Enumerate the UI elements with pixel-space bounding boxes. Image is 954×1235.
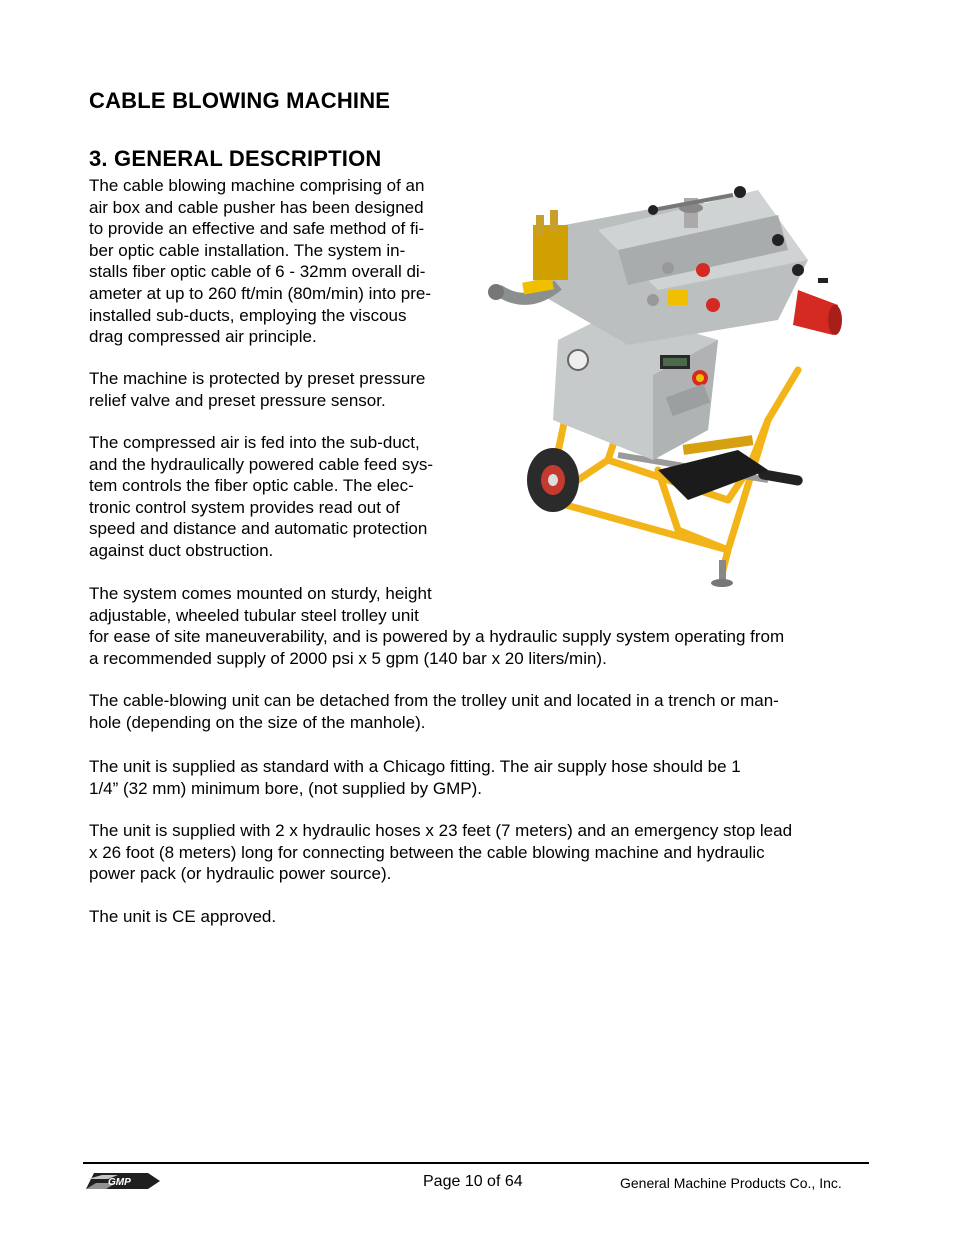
footer-rule (83, 1162, 869, 1164)
air-paragraph (89, 432, 433, 562)
fitting-paragraph (89, 756, 741, 799)
text-line: for ease of site maneuverability, and is powered by a hydraulic supply system operating from (89, 627, 785, 647)
text-line: installed sub-ducts, employing the viscous (89, 305, 407, 325)
document-title: CABLE BLOWING MACHINE (89, 88, 391, 113)
gmp-logo-text: GMP (108, 1177, 131, 1188)
text-line: ber optic cable installation. The system in- (89, 240, 406, 260)
text-line: to provide an effective and safe method of fi- (89, 219, 425, 239)
text-line: The unit is CE approved. (89, 907, 277, 926)
text-line: The system comes mounted on sturdy, height (89, 584, 432, 603)
text-line: relief valve and preset pressure sensor. (89, 390, 386, 410)
text-line: against duct obstruction. (89, 540, 274, 560)
intro-paragraph (89, 175, 431, 348)
cable-blowing-machine-photo (478, 170, 870, 606)
text-line: hole (depending on the size of the manhole). (89, 712, 426, 732)
text-line: speed and distance and automatic protection (89, 519, 428, 539)
ce-paragraph (89, 906, 276, 928)
gmp-logo (86, 1171, 160, 1191)
text-line: a recommended supply of 2000 psi x 5 gpm (140 bar x 20 liters/min). (89, 648, 607, 668)
text-line: 1/4” (32 mm) minimum bore, (not supplied by GMP). (89, 778, 483, 798)
text-line: stalls fiber optic cable of 6 - 32mm overall di- (89, 262, 426, 282)
detach-paragraph (89, 690, 779, 733)
text-line: tem controls the fiber optic cable. The elec- (89, 476, 414, 496)
hoses-paragraph (89, 820, 792, 885)
text-line: The cable blowing machine comprising of an (89, 176, 425, 195)
wheel (527, 448, 579, 512)
text-line: The unit is supplied as standard with a Chicago fitting. The air supply hose should be 1 (89, 757, 741, 776)
section-heading: 3. GENERAL DESCRIPTION (89, 146, 382, 171)
text-line: air box and cable pusher has been designed (89, 197, 424, 217)
text-line: adjustable, wheeled tubular steel trolley unit (89, 605, 419, 625)
company-name: General Machine Products Co., Inc. (620, 1175, 842, 1191)
text-line: The machine is protected by preset pressure (89, 369, 426, 388)
text-line: and the hydraulically powered cable feed sys- (89, 454, 433, 474)
text-line: The unit is supplied with 2 x hydraulic hoses x 23 feet (7 meters) and an emergency stop lead (89, 821, 793, 840)
protection-paragraph (89, 368, 425, 411)
text-line: The compressed air is fed into the sub-duct, (89, 433, 420, 452)
text-line: tronic control system provides read out of (89, 497, 400, 517)
page-number: Page 10 of 64 (423, 1173, 523, 1190)
text-line: power pack (or hydraulic power source). (89, 864, 392, 884)
text-line: x 26 foot (8 meters) long for connecting between the cable blowing machine and hydraulic (89, 842, 765, 862)
text-line: The cable-blowing unit can be detached from the trolley unit and located in a trench or man- (89, 691, 779, 710)
text-line: drag compressed air principle. (89, 327, 317, 347)
text-line: ameter at up to 260 ft/min (80m/min) into pre- (89, 283, 432, 303)
